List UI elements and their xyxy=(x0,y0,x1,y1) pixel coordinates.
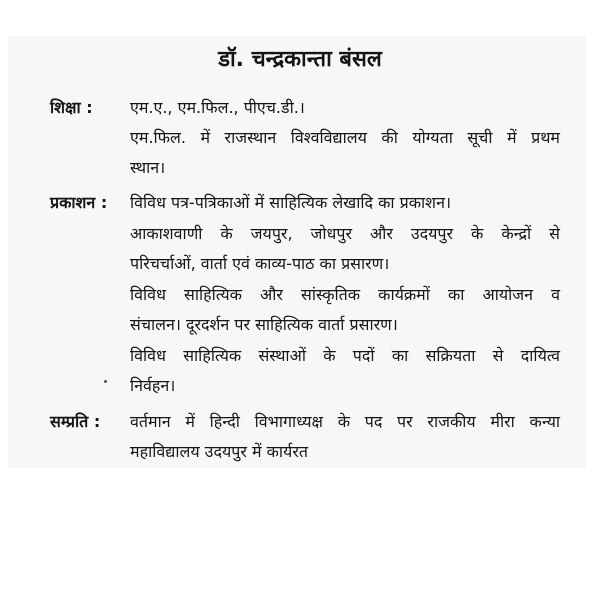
current-position-line-1: वर्तमान में हिन्दी विभागाध्यक्ष के पद पर राजकीय मीरा कन्या xyxy=(130,412,560,431)
current-position-line-2: महाविद्यालय उदयपुर में कार्यरत xyxy=(130,442,308,461)
current-position-label: सम्प्रति : xyxy=(50,412,101,431)
publication-line-3: परिचर्चाओं, वार्ता एवं काव्य-पाठ का प्रसारण। xyxy=(130,254,390,273)
publication-line-7: निर्वहन। xyxy=(130,376,176,395)
scan-speck xyxy=(104,380,107,383)
publication-label: प्रकाशन : xyxy=(50,193,108,212)
education-line-3: स्थान। xyxy=(130,158,166,177)
author-name-heading: डॉ. चन्द्रकान्ता बंसल xyxy=(218,47,382,72)
publication-line-6: विविध साहित्यिक संस्थाओं के पदों का सक्रियता से दायित्व xyxy=(130,346,560,365)
publication-line-4: विविध साहित्यिक और सांस्कृतिक कार्यक्रमों का आयोजन व xyxy=(130,285,560,304)
education-label: शिक्षा : xyxy=(50,98,93,117)
publication-line-5: संचालन। दूरदर्शन पर साहित्यिक वार्ता प्रसारण। xyxy=(130,315,398,334)
publication-line-2: आकाशवाणी के जयपुर, जोधपुर और उदयपुर के केन्द्रों से xyxy=(130,224,560,243)
education-line-2: एम.फिल. में राजस्थान विश्वविद्यालय की योग्यता सूची में प्रथम xyxy=(130,128,560,147)
publication-line-1: विविध पत्र-पत्रिकाओं में साहित्यिक लेखादि का प्रकाशन। xyxy=(130,193,452,212)
education-line-1: एम.ए., एम.फिल., पीएच.डी.। xyxy=(130,98,305,117)
